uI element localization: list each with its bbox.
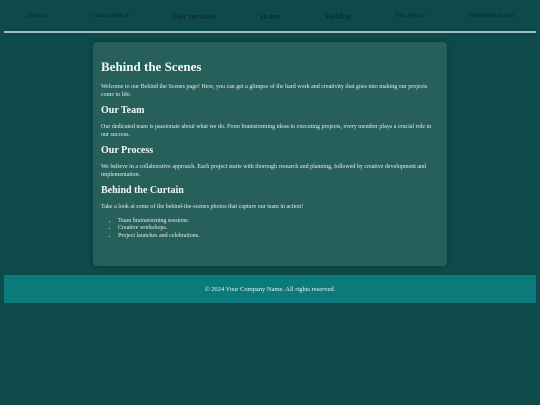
curtain-list xyxy=(118,218,439,241)
team-heading: Our Team xyxy=(101,105,145,116)
content-panel xyxy=(93,42,447,266)
nav-link-home[interactable]: Home xyxy=(259,10,281,21)
intro-text: Welcome to our Behind the Scenes page! Here, you can get a glimpse of the hard work and creativity that goes into making our projects come to life. xyxy=(101,84,428,98)
list-item: • Team brainstorming sessions. xyxy=(118,218,439,226)
process-heading: Our Process xyxy=(101,145,154,156)
footer xyxy=(4,275,536,303)
list-item: • Creative workshops. xyxy=(118,225,439,233)
nav-link-who-we-are[interactable]: Who We Are xyxy=(394,12,426,19)
team-text: Our dedicated team is passionate about what we do. From brainstorming ideas to executing projects, every member plays a crucial role in our success. xyxy=(101,124,432,138)
process-text: We believe in a collaborative approach. Each project starts with thorough research and planning, followed by creative development and implementation. xyxy=(101,164,427,178)
curtain-text: Take a look at some of the behind-the-scenes photos that capture our team in action! xyxy=(101,204,304,210)
nav-link-about-us[interactable]: About us xyxy=(25,12,48,19)
page-title: Behind the Scenes xyxy=(101,59,202,74)
nav-link-weblog[interactable]: Weblog xyxy=(324,10,351,21)
list-item: • Project launches and celebrations. xyxy=(118,233,439,241)
nav-link-behind-the-scenes[interactable]: Behind the Scenes xyxy=(469,12,514,19)
curtain-heading: Behind the Curtain xyxy=(101,185,184,196)
nav-link-our-services[interactable]: Our services xyxy=(173,10,216,21)
nav-link-contact[interactable]: Contact with us xyxy=(91,12,130,19)
top-navigation xyxy=(4,0,536,33)
copyright-text: © 2024 Your Company Name. All rights reserved. xyxy=(204,285,336,293)
